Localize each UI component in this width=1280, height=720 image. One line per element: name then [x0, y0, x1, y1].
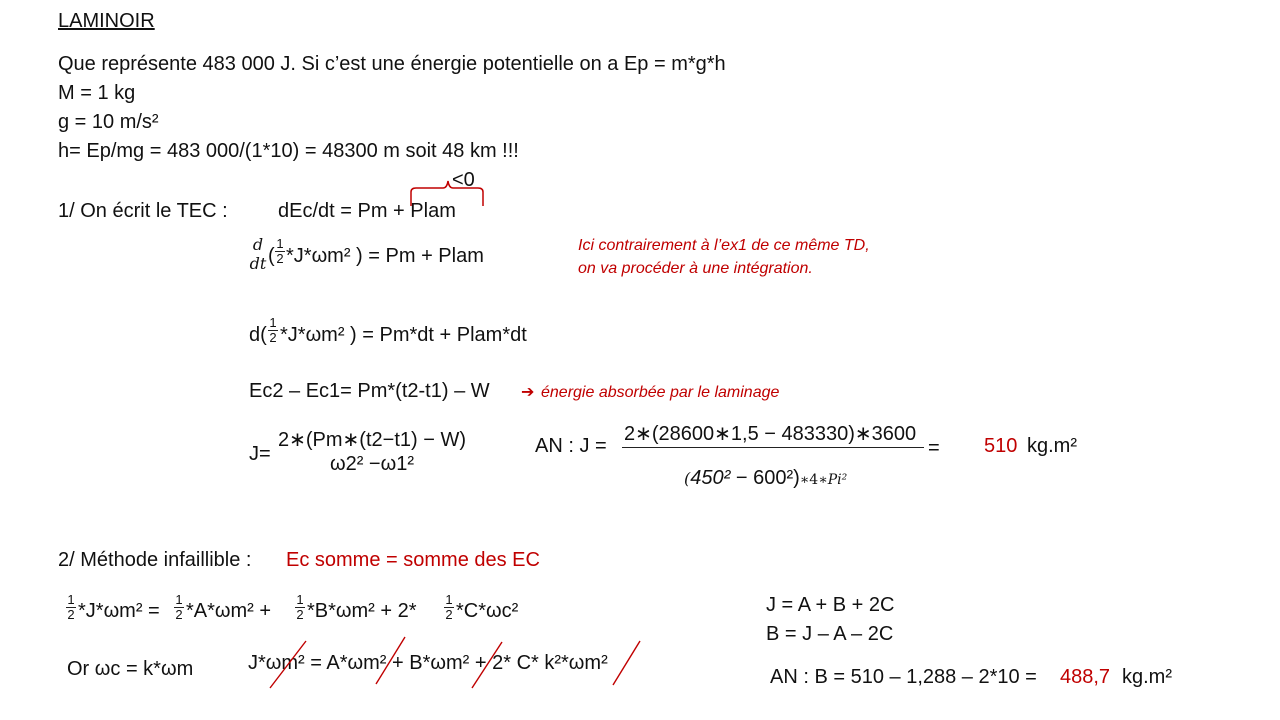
- brace-label: <0: [452, 169, 475, 191]
- strike-line: [613, 641, 640, 685]
- strike-line: [376, 637, 405, 684]
- an-den-paren: (: [684, 469, 691, 488]
- j-numerator: 2∗(Pm∗(t2−t1) − W): [278, 429, 466, 451]
- an-numerator: 2∗(28600∗1,5 − 483330)∗3600: [624, 423, 917, 445]
- part1-heading: 1/ On écrit le TEC :: [58, 200, 228, 222]
- b-expression: B = J – A – 2C: [766, 623, 894, 645]
- or-line: Or ωc = k*ωm: [67, 658, 194, 680]
- sum-part-a: *A*ωm² +: [186, 600, 272, 622]
- half-numerator: 1: [296, 592, 304, 607]
- page-title: LAMINOIR: [58, 10, 155, 32]
- an-equals: =: [928, 437, 940, 459]
- j-sum: J = A + B + 2C: [766, 594, 895, 616]
- an-den-pi: Pi²: [827, 472, 848, 488]
- an-den-factor: ∗4∗: [799, 472, 828, 488]
- an-value: 510: [984, 435, 1018, 457]
- an-den-600: − 600²): [730, 467, 800, 489]
- underbrace-icon: [411, 181, 483, 206]
- j-prefix: J=: [249, 443, 271, 465]
- an-b-unit: kg.m²: [1122, 666, 1172, 688]
- tec-equation: dEc/dt = Pm + Plam: [278, 200, 456, 222]
- strike-line: [472, 642, 502, 688]
- half-denominator: 2: [276, 251, 284, 266]
- half-denominator: 2: [67, 607, 75, 622]
- part2-heading-red: Ec somme = somme des EC: [286, 549, 540, 571]
- an-label: AN : J =: [535, 435, 607, 457]
- eq1-open-paren: (: [268, 245, 275, 267]
- eq2-rest: *J*ωm² ) = Pm*dt + Plam*dt: [280, 324, 527, 346]
- half-numerator: 1: [175, 592, 183, 607]
- arrow-icon: ➔: [521, 384, 535, 401]
- intro-height: h= Ep/mg = 483 000/(1*10) = 48300 m soit 48 km !!!: [58, 140, 519, 162]
- derivative-denominator: dt: [249, 254, 267, 273]
- strike-line: [270, 641, 306, 688]
- note-line-1: Ici contrairement à l’ex1 de ce même TD,: [578, 237, 870, 254]
- part2-heading: 2/ Méthode infaillible :: [58, 549, 252, 571]
- j-denominator: ω2² −ω1²: [329, 453, 415, 475]
- eq3: Ec2 – Ec1= Pm*(t2-t1) – W: [249, 380, 490, 402]
- half-numerator: 1: [269, 315, 277, 330]
- half-denominator: 2: [269, 330, 277, 345]
- an-b-value: 488,7: [1060, 666, 1111, 688]
- sum-part-c: *C*ωc²: [456, 600, 519, 622]
- derivative-numerator: d: [252, 235, 264, 254]
- note-line-2: on va procéder à une intégration.: [578, 260, 813, 277]
- eq2-prefix: d(: [249, 324, 267, 346]
- an-b: AN : B = 510 – 1,288 – 2*10 =: [770, 666, 1037, 688]
- half-numerator: 1: [67, 592, 75, 607]
- an-den-450: 450²: [690, 467, 731, 489]
- half-denominator: 2: [175, 607, 183, 622]
- eq1-rest: *J*ωm² ) = Pm + Plam: [286, 245, 484, 267]
- simplified-equation: J*ωm² = A*ωm² + B*ωm² + 2* C* k²*ωm²: [248, 652, 608, 674]
- intro-gravity: g = 10 m/s²: [58, 111, 159, 133]
- intro-question: Que représente 483 000 J. Si c’est une énergie potentielle on a Ep = m*g*h: [58, 53, 726, 75]
- half-denominator: 2: [445, 607, 453, 622]
- half-numerator: 1: [276, 236, 284, 251]
- half-denominator: 2: [296, 607, 304, 622]
- intro-mass: M = 1 kg: [58, 82, 136, 104]
- sum-part-j: *J*ωm² =: [78, 600, 160, 622]
- eq3-note: énergie absorbée par le laminage: [541, 384, 780, 401]
- half-numerator: 1: [445, 592, 453, 607]
- an-unit: kg.m²: [1027, 435, 1077, 457]
- sum-part-b: *B*ωm² + 2*: [307, 600, 417, 622]
